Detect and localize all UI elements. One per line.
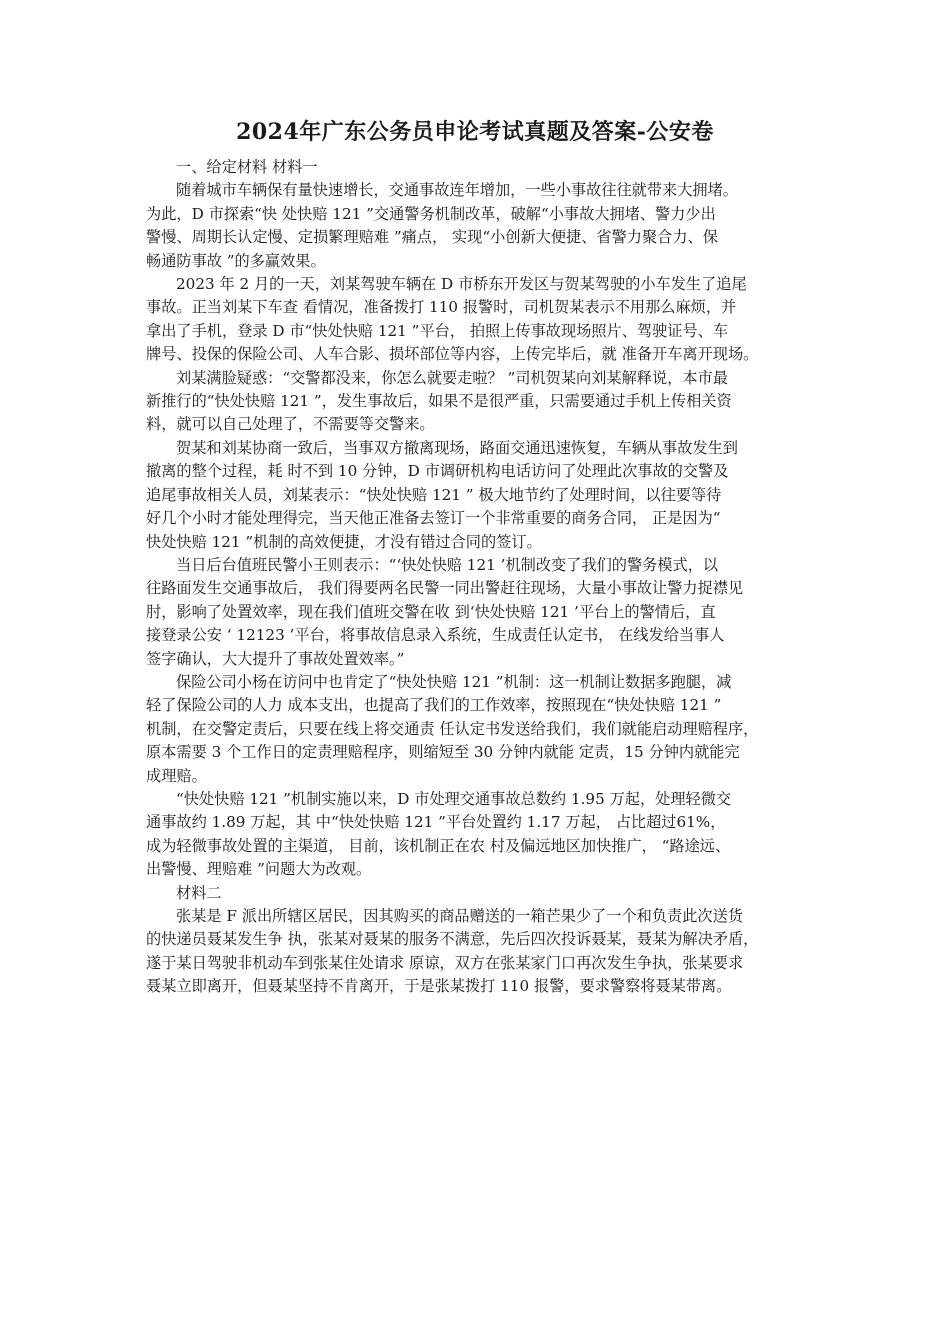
paragraph-line: 2023 年 2 月的一天，刘某驾驶车辆在 D 市桥东开发区与贺某驾驶的小车发生了追尾 (176, 275, 747, 294)
paragraph-line: 好几个小时才能处理得完，当天他正准备去签订一个非常重要的商务合同， 正是因为“ (146, 509, 721, 528)
paragraph-line: 当日后台值班民警小王则表示：“‘快处快赔 121 ’机制改变了我们的警务模式，以 (176, 555, 719, 574)
paragraph-line: 的快递员聂某发生争 执，张某对聂某的服务不满意，先后四次投诉聂某，聂某为解决矛盾， (146, 930, 759, 949)
paragraph-line: 保险公司小杨在访问中也肯定了“快处快赔 121 ”机制：这一机制让数据多跑腿，减 (176, 672, 732, 691)
paragraph-line: 轻了保险公司的人力 成本支出，也提高了我们的工作效率，按照现在“快处快赔 121 ” (146, 696, 722, 715)
paragraph (146, 554, 822, 671)
paragraph-line: 聂某立即离开，但聂某坚持不肯离开，于是张某拨打 110 报警，要求警察将聂某带离。 (146, 977, 732, 996)
paragraph-line: 往路面发生交通事故后， 我们得要两名民警一同出警赶往现场，大量小事故让警力捉襟见 (146, 579, 744, 598)
paragraph-line: 机制，在交警定责后，只要在线上将交通责 任认定书发送给我们，我们就能启动理赔程序， (146, 719, 759, 738)
paragraph-line: 拿出了手机，登录 D 市“快处快赔 121 ”平台， 拍照上传事故现场照片、驾驶证号、车 (146, 321, 729, 340)
paragraph-line: 为此，D 市探索“快 处快赔 121 ”交通警务机制改革，破解“小事故大拥堵、警力少出 (146, 204, 716, 223)
paragraph (146, 882, 822, 905)
paragraph-line: 通事故约 1.89 万起，其 中“快处快赔 121 ”平台处置约 1.17 万起， 占比超过61%， (146, 813, 726, 832)
paragraph-line: 肘，影响了处置效率，现在我们值班交警在收 到‘快处快赔 121 ’平台上的警情后，直 (146, 602, 716, 621)
paragraph (146, 671, 822, 788)
document-title: 2024年广东公务员申论考试真题及答案-公安卷 (236, 119, 714, 145)
paragraph-line: 畅通防事故 ”的多赢效果。 (146, 251, 326, 270)
paragraph-line: 接登录公安 ‘ 12123 ’平台，将事故信息录入系统，生成责任认定书， 在线发给当事人 (146, 626, 725, 645)
paragraph-line: 刘某满脸疑惑：“交警都没来，你怎么就要走啦？ ”司机贺某向刘某解释说，本市最 (176, 368, 728, 387)
paragraph-line: 成为轻微事故处置的主渠道， 目前，该机制正在农 村及偏远地区加快推广， “路途远、 (146, 836, 731, 855)
paragraph-line: 料，就可以自己处理了，不需要等交警来。 (146, 415, 435, 434)
paragraph (146, 156, 822, 179)
paragraph-line: 警慢、周期长认定慢、定损繁理赔难 ”痛点， 实现“小创新大便捷、省警力聚合力、保 (146, 228, 718, 247)
paragraph-line: 一、给定材料 材料一 (176, 158, 318, 176)
document-body (146, 156, 822, 999)
paragraph-line: 出警慢、理赔难 ”问题大为改观。 (146, 860, 372, 879)
paragraph-line: 成理赔。 (146, 766, 207, 785)
paragraph (146, 179, 822, 273)
paragraph (146, 905, 822, 999)
paragraph (146, 788, 822, 882)
paragraph-line: 张某是 F 派出所辖区居民，因其购买的商品赠送的一箱芒果少了一个和负责此次送货 (176, 907, 743, 925)
paragraph (146, 367, 822, 437)
paragraph (146, 273, 822, 367)
paragraph-line: 原本需要 3 个工作日的定责理赔程序，则缩短至 30 分钟内就能 定责，15 分钟内就能完 (146, 743, 740, 762)
paragraph-line: 材料二 (176, 883, 222, 902)
paragraph-line: 新推行的“快处快赔 121 ”，发生事故后，如果不是很严重，只需要通过手机上传相关资 (146, 392, 732, 411)
paragraph-line: 快处快赔 121 ”机制的高效便捷，才没有错过合同的签订。 (146, 532, 542, 551)
paragraph-line: 撤离的整个过程，耗 时不到 10 分钟，D 市调研机构电话访问了处理此次事故的交警及 (146, 462, 729, 481)
paragraph-line: 追尾事故相关人员，刘某表示：“快处快赔 121 ” 极大地节约了处理时间，以往要等待 (146, 485, 722, 504)
paragraph (146, 437, 822, 554)
paragraph-line: 遂于某日驾驶非机动车到张某住处请求 原谅，双方在张某家门口再次发生争执，张某要求 (146, 953, 744, 972)
paragraph-line: 事故。正当刘某下车查 看情况，准备拨打 110 报警时，司机贺某表示不用那么麻烦，并 (146, 298, 737, 317)
paragraph-line: 贺某和刘某协商一致后，当事双方撤离现场，路面交通迅速恢复，车辆从事故发生到 (176, 438, 738, 457)
paragraph-line: 牌号、投保的保险公司、人车合影、损坏部位等内容，上传完毕后，就 准备开车离开现场。 (146, 345, 759, 364)
paragraph-line: “快处快赔 121 ”机制实施以来，D 市处理交通事故总数约 1.95 万起，处理轻微交 (176, 789, 732, 808)
paragraph-line: 签字确认，大大提升了事故处置效率。” (146, 649, 405, 668)
paragraph-line: 随着城市车辆保有量快速增长，交通事故连年增加，一些小事故往往就带来大拥堵。 (176, 181, 738, 200)
